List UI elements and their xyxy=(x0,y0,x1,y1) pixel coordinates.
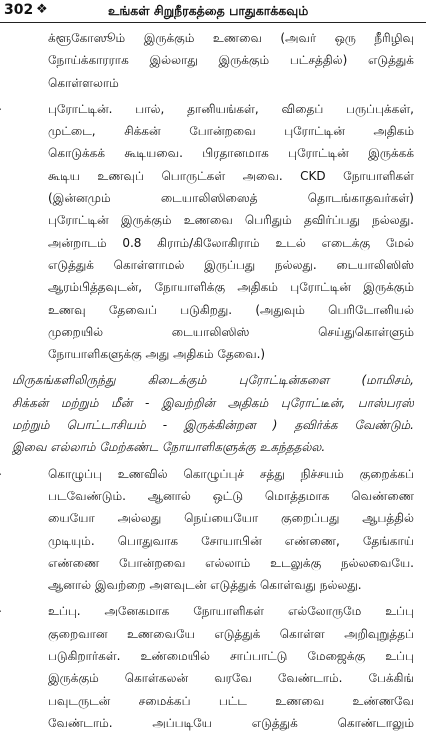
text-line: முட்டை, சிக்கன் போன்றவை புரோட்டின் அதிகம் xyxy=(48,124,414,139)
text-line: புரோட்டின். பால், தானியங்கள், விதைப் பருப்புக்கள், xyxy=(48,101,414,116)
text-line: பவுடருடன் சமைக்கப் பட்ட உணவை உண்ணவே xyxy=(48,693,414,708)
text-line: இவை எல்லாம் மேற்கண்ட நோயாளிகளுக்கு உகந்ததல்ல. xyxy=(12,440,326,455)
page-number: 302 xyxy=(4,2,34,18)
running-header xyxy=(0,0,426,23)
text-line: உப்பு. அனேகமாக நோயாளிகள் எல்லோருமே உப்பு xyxy=(48,604,414,619)
list-item-protein xyxy=(12,98,414,366)
text-line: நோய்க்காரராக இல்லாது இருக்கும் பட்சத்தில்) எடுத்துக் xyxy=(48,53,414,68)
list-item-salt xyxy=(12,600,414,734)
text-line: முடியும். பொதுவாக சோயாபின் எண்ணை, தேங்காய் xyxy=(48,533,414,548)
list-item-fat xyxy=(12,463,414,597)
text-line: உணவு தேவைப் படுகிறது. (அதுவும் பெரிடோனியல் xyxy=(48,302,414,317)
text-line: எடுத்துக் கொள்ளாமல் இருப்பது நல்லது. டையாலிஸிஸ் xyxy=(48,257,414,272)
text-line: நோயாளிகளுக்கு அது அதிகம் தேவை.) xyxy=(48,347,266,362)
text-line: யையோ அல்லது நெய்யையோ குறைப்பது ஆபத்தில் xyxy=(48,511,414,526)
text-line: கொடுக்கக் கூடியவை. பிரதானமாக புரோட்டின் இருக்கக் xyxy=(48,146,414,161)
text-line: படவேண்டும். ஆனால் ஒட்டு மொத்தமாக வெண்ணை xyxy=(48,488,414,503)
text-line: கொழுப்பு உணவில் கொழுப்புச் சத்து நிச்சயம் குறைக்கப் xyxy=(48,466,414,481)
page-body xyxy=(12,27,414,734)
text-line: அன்றாடம் 0.8 கிராம்/கிலோகிராம் உடல் எடைக்கு மேல் xyxy=(48,235,414,250)
text-line: (இன்னமும் டையாலிஸிஸைத் தொடங்காதவர்கள்) xyxy=(48,191,414,206)
text-line: வேண்டாம். அப்படியே எடுத்துக் கொண்டாலும் xyxy=(48,715,414,730)
text-line: குறைவான உணவையே எடுத்துக் கொள்ள அறிவுறுத்தப் xyxy=(48,626,414,641)
text-line: படுகிறார்கள். உண்மையில் சாப்பாட்டு மேஜைக்கு உப்பு xyxy=(48,649,414,664)
text-line: எண்ணை போன்றவை எல்லாம் உடலுக்கு நல்லவையே. xyxy=(48,555,414,570)
text-line: மிருகங்களிலிருந்து கிடைக்கும் புரோட்டின்களை (மாமிசம், xyxy=(12,373,414,388)
text-line: ஆனால் இவற்றை அளவுடன் எடுத்துக் கொள்வது நல்லது. xyxy=(48,578,362,593)
text-line: புரோட்டின் இருக்கும் உணவை பெரிதும் தவிர்ப்பது நல்லது. xyxy=(48,213,414,228)
ornament-icon: ❖ xyxy=(36,2,48,17)
text-line: முறையில் டையாலிஸிஸ் செய்துகொள்ளும் xyxy=(48,324,414,339)
text-line: இருக்கும் கொள்கலன் வரவே வேண்டாம். பேக்கிங் xyxy=(48,671,414,686)
text-line: ஆரம்பித்தவுடன், நோயாளிக்கு அதிகம் புரோட்டின் இருக்கும் xyxy=(48,280,414,295)
list-number xyxy=(0,463,2,478)
text-line: மற்றும் பொட்டாசியம் - இருக்கின்றன ) தவிர்க்க வேண்டும். xyxy=(12,418,414,433)
list-number xyxy=(0,98,2,113)
text-line: சிக்கன் மற்றும் மீன் - இவற்றின் அதிகம் புரோட்டீன், பாஸ்பரஸ் xyxy=(12,395,414,410)
animal-protein-paragraph xyxy=(12,369,414,458)
header-title: உங்கள் சிறுநீரகத்தை பாதுகாக்கவும் xyxy=(108,3,309,18)
list-number xyxy=(0,600,2,615)
text-line: கூடிய உணவுப் பொருட்கள் அவை. CKD நோயாளிகள் xyxy=(48,168,414,183)
text-line: கொள்ளலாம் xyxy=(48,75,119,90)
intro-continuation xyxy=(12,27,414,94)
text-line: க்ளூகோஸூம் இருக்கும் உணவை (அவர் ஒரு நீரிழிவு xyxy=(48,31,414,45)
